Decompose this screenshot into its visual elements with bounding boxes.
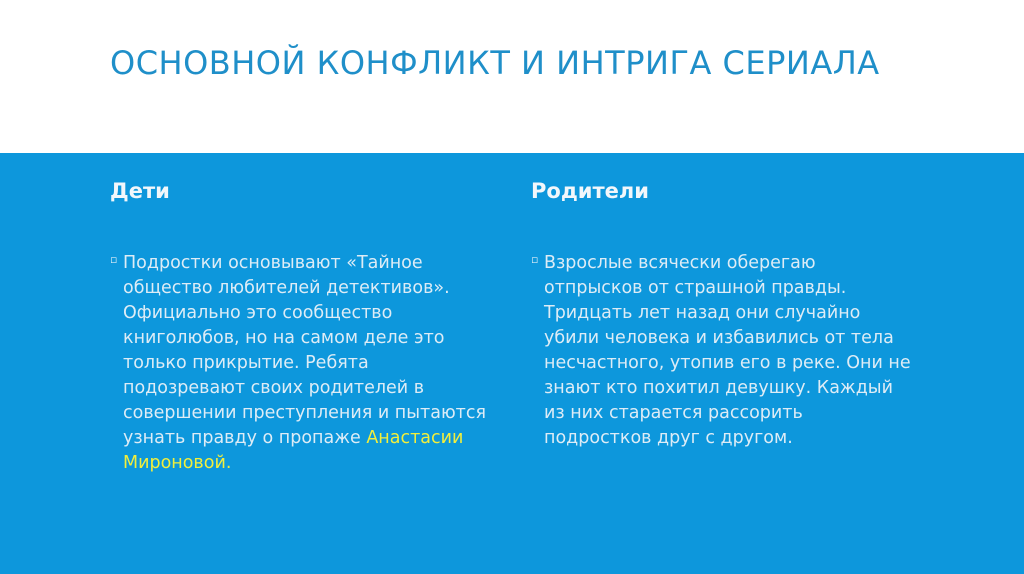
column-heading-children: Дети	[110, 179, 170, 203]
slide-header	[0, 0, 1024, 153]
slide-body	[0, 153, 1024, 574]
bullet-item-parents	[531, 251, 911, 451]
bullet-text-parents: Взрослые всячески оберегаю отпрысков от страшной правды. Тридцать лет назад они случайно убили человека и избавились от тела несчастного, утопив его в реке. Они не знают кто похитил девушку. Каждый из них старается рассорить подростков друг с другом.	[544, 253, 911, 448]
column-parents	[531, 177, 911, 451]
slide-title: ОСНОВНОЙ КОНФЛИКТ И ИНТРИГА СЕРИАЛА	[110, 44, 880, 82]
bullet-dot-icon: ▫	[531, 253, 539, 266]
bullet-text-children: Подростки основывают «Тайное общество любителей детективов». Официально это сообщество книголюбов, но на самом деле это только прикрытие. Ребята подозревают своих родителей в совершении преступления и пытаются узнать правду о пропаже	[123, 253, 487, 448]
highlighted-name: Анастасии Мироновой.	[123, 428, 464, 473]
column-heading-parents: Родители	[531, 179, 650, 203]
bullet-item-children	[110, 251, 490, 476]
column-children	[110, 177, 490, 476]
bullet-dot-icon: ▫	[110, 253, 118, 266]
